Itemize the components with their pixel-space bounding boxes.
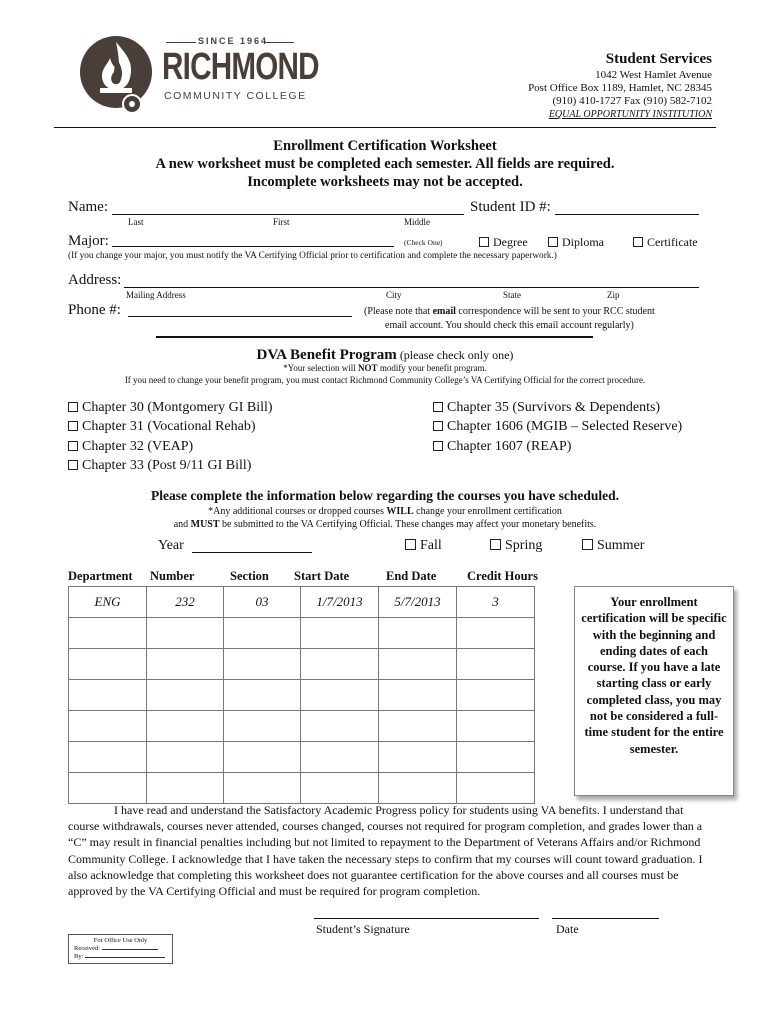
- fall-option[interactable]: Fall: [405, 538, 442, 554]
- chapter-35-option[interactable]: Chapter 35 (Survivors & Dependents): [433, 400, 660, 416]
- major-input[interactable]: [112, 246, 394, 247]
- name-last-caption: Last: [128, 217, 144, 227]
- name-input[interactable]: [112, 214, 464, 215]
- date-line[interactable]: [552, 918, 659, 919]
- header-divider: [54, 127, 716, 128]
- header-address1: 1042 West Hamlet Avenue: [595, 69, 712, 81]
- table-cell[interactable]: 232: [147, 587, 224, 618]
- name-first-caption: First: [273, 217, 290, 227]
- chapter-33-checkbox[interactable]: [68, 460, 78, 470]
- chapter-1607-checkbox[interactable]: [433, 441, 443, 451]
- logo-since: SINCE 1964: [198, 36, 269, 46]
- table-cell[interactable]: 5/7/2013: [379, 587, 457, 618]
- table-cell[interactable]: [379, 649, 457, 680]
- flame-gear-logo-icon: [78, 28, 158, 118]
- col-end-date: End Date: [386, 569, 437, 583]
- table-cell[interactable]: [224, 773, 301, 804]
- table-cell[interactable]: [301, 742, 379, 773]
- table-cell[interactable]: [224, 618, 301, 649]
- chapter-30-checkbox[interactable]: [68, 402, 78, 412]
- college-logo: [78, 28, 319, 118]
- check-one: (Check One): [404, 238, 443, 247]
- email-note-line1: (Please note that email correspondence will be sent to your RCC student: [364, 306, 655, 317]
- header-eoi: EQUAL OPPORTUNITY INSTITUTION: [548, 109, 712, 120]
- table-cell[interactable]: [69, 649, 147, 680]
- chapter-35-checkbox[interactable]: [433, 402, 443, 412]
- courses-table: [68, 586, 535, 804]
- degree-option[interactable]: Degree: [479, 235, 528, 250]
- table-cell[interactable]: [379, 773, 457, 804]
- courses-note2: and MUST be submitted to the VA Certifying Official. These changes may affect your monetary benefits.: [173, 519, 597, 530]
- date-label: Date: [556, 922, 579, 936]
- table-cell[interactable]: [147, 649, 224, 680]
- courses-heading: Please complete the information below regarding the courses you have scheduled.: [150, 488, 620, 503]
- fall-checkbox[interactable]: [405, 539, 416, 550]
- table-cell[interactable]: [301, 680, 379, 711]
- table-cell[interactable]: [301, 711, 379, 742]
- header-address2: Post Office Box 1189, Hamlet, NC 28345: [528, 82, 712, 94]
- table-cell[interactable]: [69, 773, 147, 804]
- enrollment-callout: Your enrollment certification will be specific with the beginning and ending dates of each course. If you have a late starting class or early completed class, you may not be considered a full-time student for the entire semester.: [574, 586, 734, 796]
- table-cell[interactable]: [379, 711, 457, 742]
- table-row: [69, 649, 535, 680]
- chapter-30-option[interactable]: Chapter 30 (Montgomery GI Bill): [68, 400, 273, 416]
- table-cell[interactable]: [301, 618, 379, 649]
- benefit-heading: DVA Benefit Program (please check only one): [256, 347, 514, 363]
- chapter-32-option[interactable]: Chapter 32 (VEAP): [68, 439, 193, 455]
- table-cell[interactable]: [301, 649, 379, 680]
- state-caption: State: [503, 290, 521, 300]
- office-use-box: [68, 934, 173, 964]
- section-divider: [156, 336, 593, 338]
- table-row: [69, 587, 535, 618]
- table-cell[interactable]: [457, 649, 535, 680]
- diploma-option[interactable]: Diploma: [548, 235, 604, 250]
- certificate-checkbox[interactable]: [633, 237, 643, 247]
- zip-caption: Zip: [607, 290, 620, 300]
- signature-line[interactable]: [314, 918, 539, 919]
- title-line1: Enrollment Certification Worksheet: [273, 138, 497, 154]
- spring-checkbox[interactable]: [490, 539, 501, 550]
- table-cell[interactable]: [147, 711, 224, 742]
- table-cell[interactable]: ENG: [69, 587, 147, 618]
- table-cell[interactable]: [69, 680, 147, 711]
- table-row: [69, 680, 535, 711]
- table-row: [69, 711, 535, 742]
- table-cell[interactable]: [224, 680, 301, 711]
- major-note: (If you change your major, you must notify the VA Certifying Official prior to certification and complete the necessary paperwork.): [68, 251, 557, 261]
- summer-checkbox[interactable]: [582, 539, 593, 550]
- logo-name: RICHMOND: [162, 46, 319, 88]
- benefit-note1: *Your selection will NOT modify your benefit program.: [283, 363, 487, 373]
- title-line3: Incomplete worksheets may not be accepted.: [247, 174, 523, 190]
- col-credit-hours: Credit Hours: [467, 569, 538, 583]
- student-id-label: Student ID #:: [470, 199, 551, 215]
- chapter-33-option[interactable]: Chapter 33 (Post 9/11 GI Bill): [68, 458, 251, 474]
- table-cell[interactable]: [457, 680, 535, 711]
- table-cell[interactable]: [457, 618, 535, 649]
- col-start-date: Start Date: [294, 569, 350, 583]
- courses-note1: *Any additional courses or dropped courses WILL change your enrollment certification: [208, 506, 562, 517]
- city-caption: City: [386, 290, 402, 300]
- table-cell[interactable]: [457, 773, 535, 804]
- table-cell[interactable]: [147, 773, 224, 804]
- year-label: Year: [158, 538, 184, 553]
- degree-checkbox[interactable]: [479, 237, 489, 247]
- address-label: Address:: [68, 272, 122, 288]
- header-department: Student Services: [605, 51, 712, 67]
- table-row: [69, 742, 535, 773]
- table-cell[interactable]: [379, 680, 457, 711]
- chapter-1607-option[interactable]: Chapter 1607 (REAP): [433, 439, 571, 455]
- year-input[interactable]: [192, 552, 312, 553]
- diploma-checkbox[interactable]: [548, 237, 558, 247]
- certificate-option[interactable]: Certificate: [633, 235, 698, 250]
- signature-label: Student’s Signature: [316, 922, 410, 936]
- phone-input[interactable]: [128, 316, 352, 317]
- table-cell[interactable]: [224, 649, 301, 680]
- benefit-note2: If you need to change your benefit program, you must contact Richmond Community College’s VA Certifying Official for the correct procedure.: [124, 375, 646, 385]
- table-cell[interactable]: 03: [224, 587, 301, 618]
- chapter-31-option[interactable]: Chapter 31 (Vocational Rehab): [68, 419, 256, 435]
- table-row: [69, 618, 535, 649]
- header-phone: (910) 410-1727 Fax (910) 582-7102: [552, 95, 712, 107]
- table-cell[interactable]: [69, 742, 147, 773]
- table-cell[interactable]: 1/7/2013: [301, 587, 379, 618]
- table-cell[interactable]: [69, 711, 147, 742]
- spring-option[interactable]: Spring: [490, 538, 542, 554]
- table-cell[interactable]: [457, 742, 535, 773]
- student-id-input[interactable]: [555, 214, 699, 215]
- name-label: Name:: [68, 199, 108, 215]
- logo-subtitle: COMMUNITY COLLEGE: [164, 90, 307, 102]
- office-received: Received:: [74, 945, 167, 953]
- table-cell[interactable]: [147, 618, 224, 649]
- table-cell[interactable]: [69, 618, 147, 649]
- agreement-text: I have read and understand the Satisfactory Academic Progress policy for students using VA benefits. I understand that course withdrawals, courses never attended, courses changed, courses not required for program completion, and grades lower than a “C” may result in financial penalties including but not limited to repayment to the Department of Veterans Affairs and/or Richmond Community College. I acknowledge that I have taken the necessary steps to confirm that my courses will count toward graduation. I also acknowledge that completing this worksheet does not guarantee certification for the above courses and all courses must be approved by the VA Certifying Official and must be required for program completion.: [68, 803, 703, 899]
- col-department: Department: [68, 569, 133, 583]
- table-cell[interactable]: [379, 742, 457, 773]
- table-cell[interactable]: [457, 711, 535, 742]
- office-use-title: For Office Use Only: [93, 937, 148, 944]
- table-row: [69, 773, 535, 804]
- summer-option[interactable]: Summer: [582, 538, 644, 554]
- chapter-1606-checkbox[interactable]: [433, 421, 443, 431]
- table-cell[interactable]: [147, 742, 224, 773]
- major-label: Major:: [68, 233, 109, 249]
- chapter-1606-option[interactable]: Chapter 1606 (MGIB – Selected Reserve): [433, 419, 682, 435]
- phone-label: Phone #:: [68, 302, 121, 318]
- office-by: By:: [74, 953, 167, 961]
- chapter-31-checkbox[interactable]: [68, 421, 78, 431]
- table-cell[interactable]: [147, 680, 224, 711]
- table-cell[interactable]: 3: [457, 587, 535, 618]
- table-cell[interactable]: [379, 618, 457, 649]
- col-number: Number: [150, 569, 195, 583]
- table-cell[interactable]: [224, 711, 301, 742]
- table-cell[interactable]: [224, 742, 301, 773]
- chapter-32-checkbox[interactable]: [68, 441, 78, 451]
- email-note-line2: email account. You should check this email account regularly): [385, 320, 634, 331]
- col-section: Section: [230, 569, 269, 583]
- name-middle-caption: Middle: [404, 217, 430, 227]
- mailing-address-caption: Mailing Address: [126, 290, 186, 300]
- title-line2: A new worksheet must be completed each semester. All fields are required.: [155, 156, 615, 172]
- address-input[interactable]: [124, 287, 699, 288]
- table-cell[interactable]: [301, 773, 379, 804]
